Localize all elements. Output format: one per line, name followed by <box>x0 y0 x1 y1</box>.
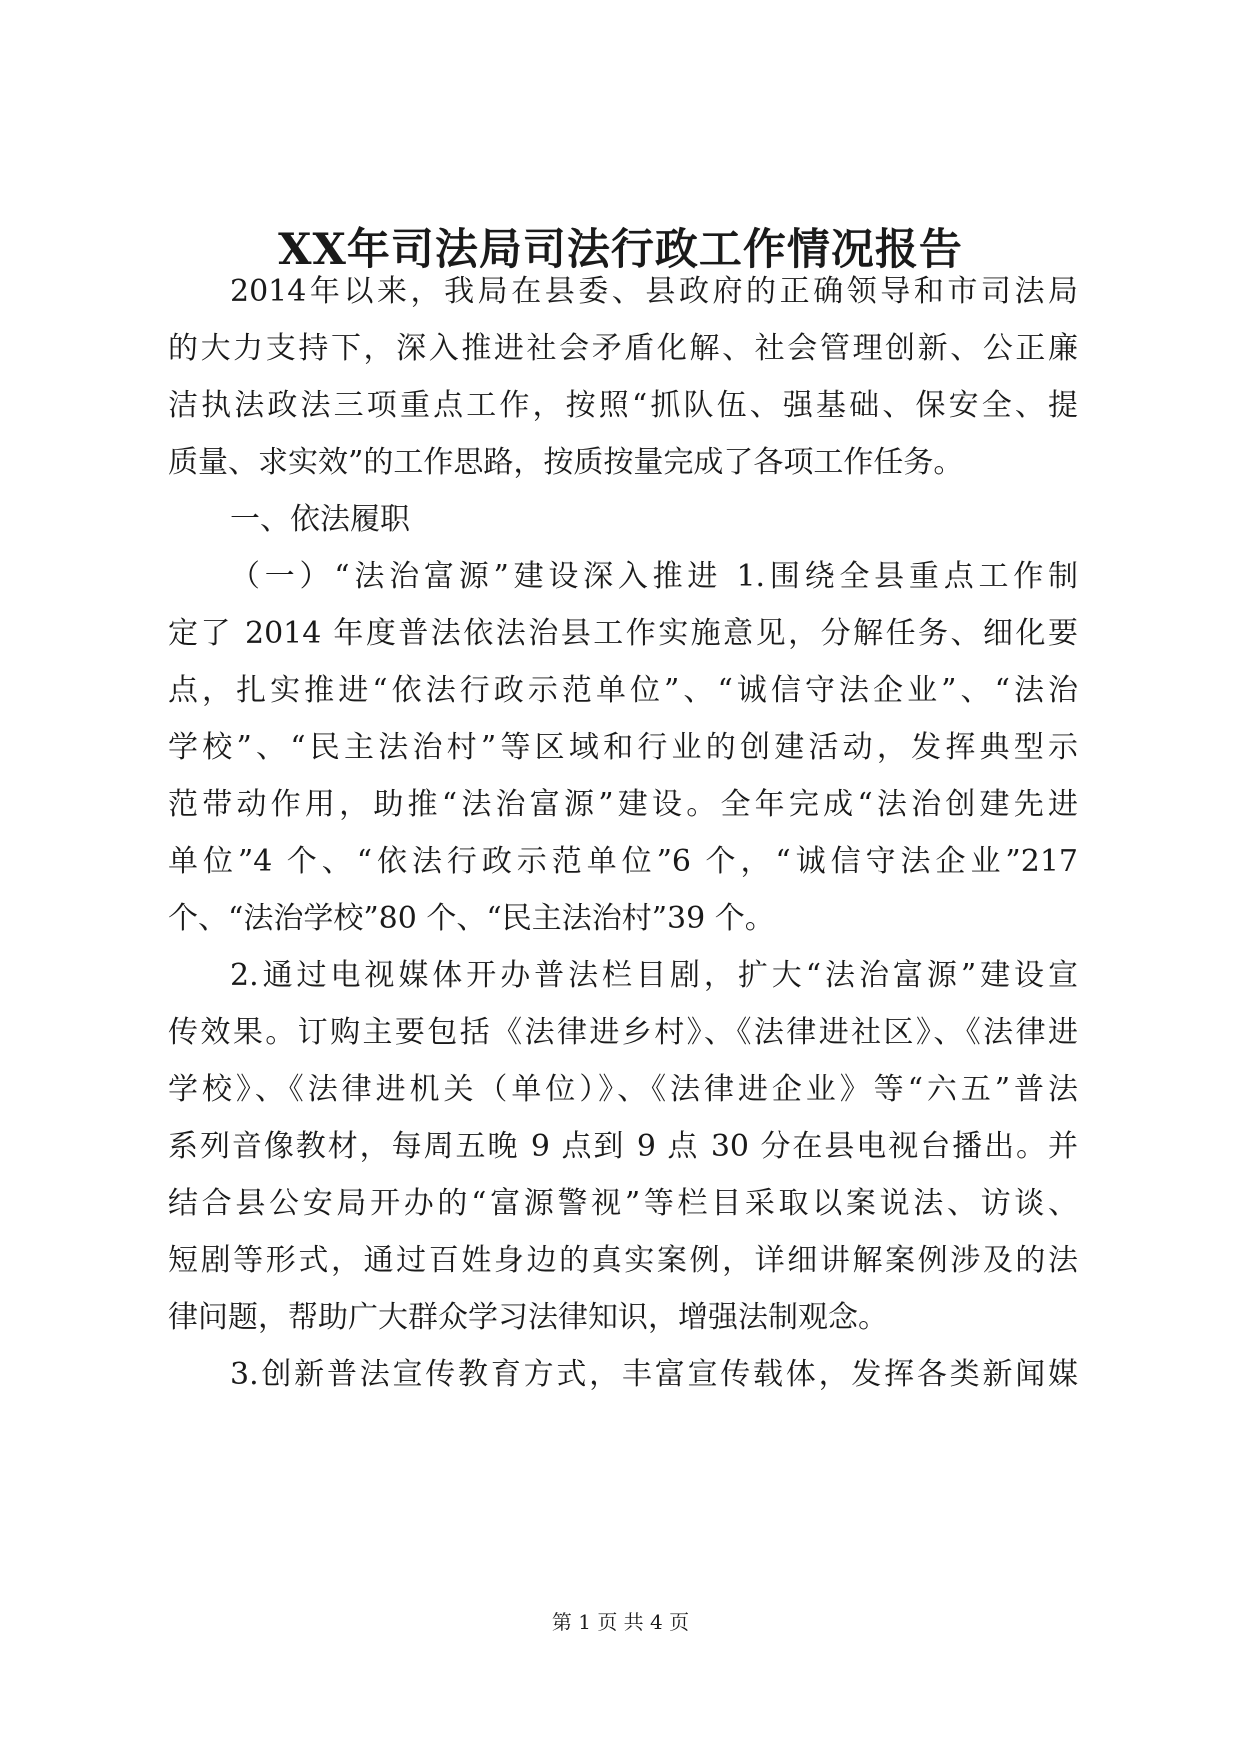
paragraph-line: 传效果。订购主要包括《法律进乡村》、《法律进社区》、《法律进 <box>168 1015 1078 1050</box>
paragraph-line: 结合县公安局开办的“富源警视”等栏目采取以案说法、访谈、 <box>168 1186 1078 1221</box>
paragraph-line: （一）“法治富源”建设深入推进 1.围绕全县重点工作制 <box>230 559 1078 594</box>
paragraph-line: 洁执法政法三项重点工作，按照“抓队伍、强基础、保安全、提 <box>168 388 1078 423</box>
paragraph-line: 3.创新普法宣传教育方式，丰富宣传载体，发挥各类新闻媒 <box>230 1357 1078 1392</box>
paragraph-line: 定了 2014 年度普法依法治县工作实施意见，分解任务、细化要 <box>168 616 1078 651</box>
paragraph-line: 系列音像教材，每周五晚 9 点到 9 点 30 分在县电视台播出。并 <box>168 1129 1078 1164</box>
document-title: XX年司法局司法行政工作情况报告 <box>278 225 963 275</box>
paragraph-line: 质量、求实效”的工作思路，按质按量完成了各项工作任务。 <box>168 445 964 480</box>
paragraph-line: 2014年以来，我局在县委、县政府的正确领导和市司法局 <box>230 274 1078 309</box>
paragraph-line: 2.通过电视媒体开办普法栏目剧，扩大“法治富源”建设宣 <box>230 958 1078 993</box>
section-heading: 一、依法履职 <box>230 502 410 537</box>
page-footer: 第 1 页 共 4 页 <box>551 1610 690 1634</box>
paragraph-line: 的大力支持下，深入推进社会矛盾化解、社会管理创新、公正廉 <box>168 331 1078 366</box>
paragraph-line: 点，扎实推进“依法行政示范单位”、“诚信守法企业”、“法治 <box>168 673 1078 708</box>
paragraph-line: 单位”4 个、“依法行政示范单位”6 个，“诚信守法企业”217 <box>168 844 1078 879</box>
paragraph-line: 学校”、“民主法治村”等区域和行业的创建活动，发挥典型示 <box>168 730 1078 765</box>
paragraph-line: 个、“法治学校”80 个、“民主法治村”39 个。 <box>168 901 775 936</box>
paragraph-line: 律问题，帮助广大群众学习法律知识，增强法制观念。 <box>168 1300 888 1335</box>
paragraph-line: 短剧等形式，通过百姓身边的真实案例，详细讲解案例涉及的法 <box>168 1243 1078 1278</box>
paragraph-line: 学校》、《法律进机关（单位）》、《法律进企业》等“六五”普法 <box>168 1072 1078 1107</box>
paragraph-line: 范带动作用，助推“法治富源”建设。全年完成“法治创建先进 <box>168 787 1078 822</box>
